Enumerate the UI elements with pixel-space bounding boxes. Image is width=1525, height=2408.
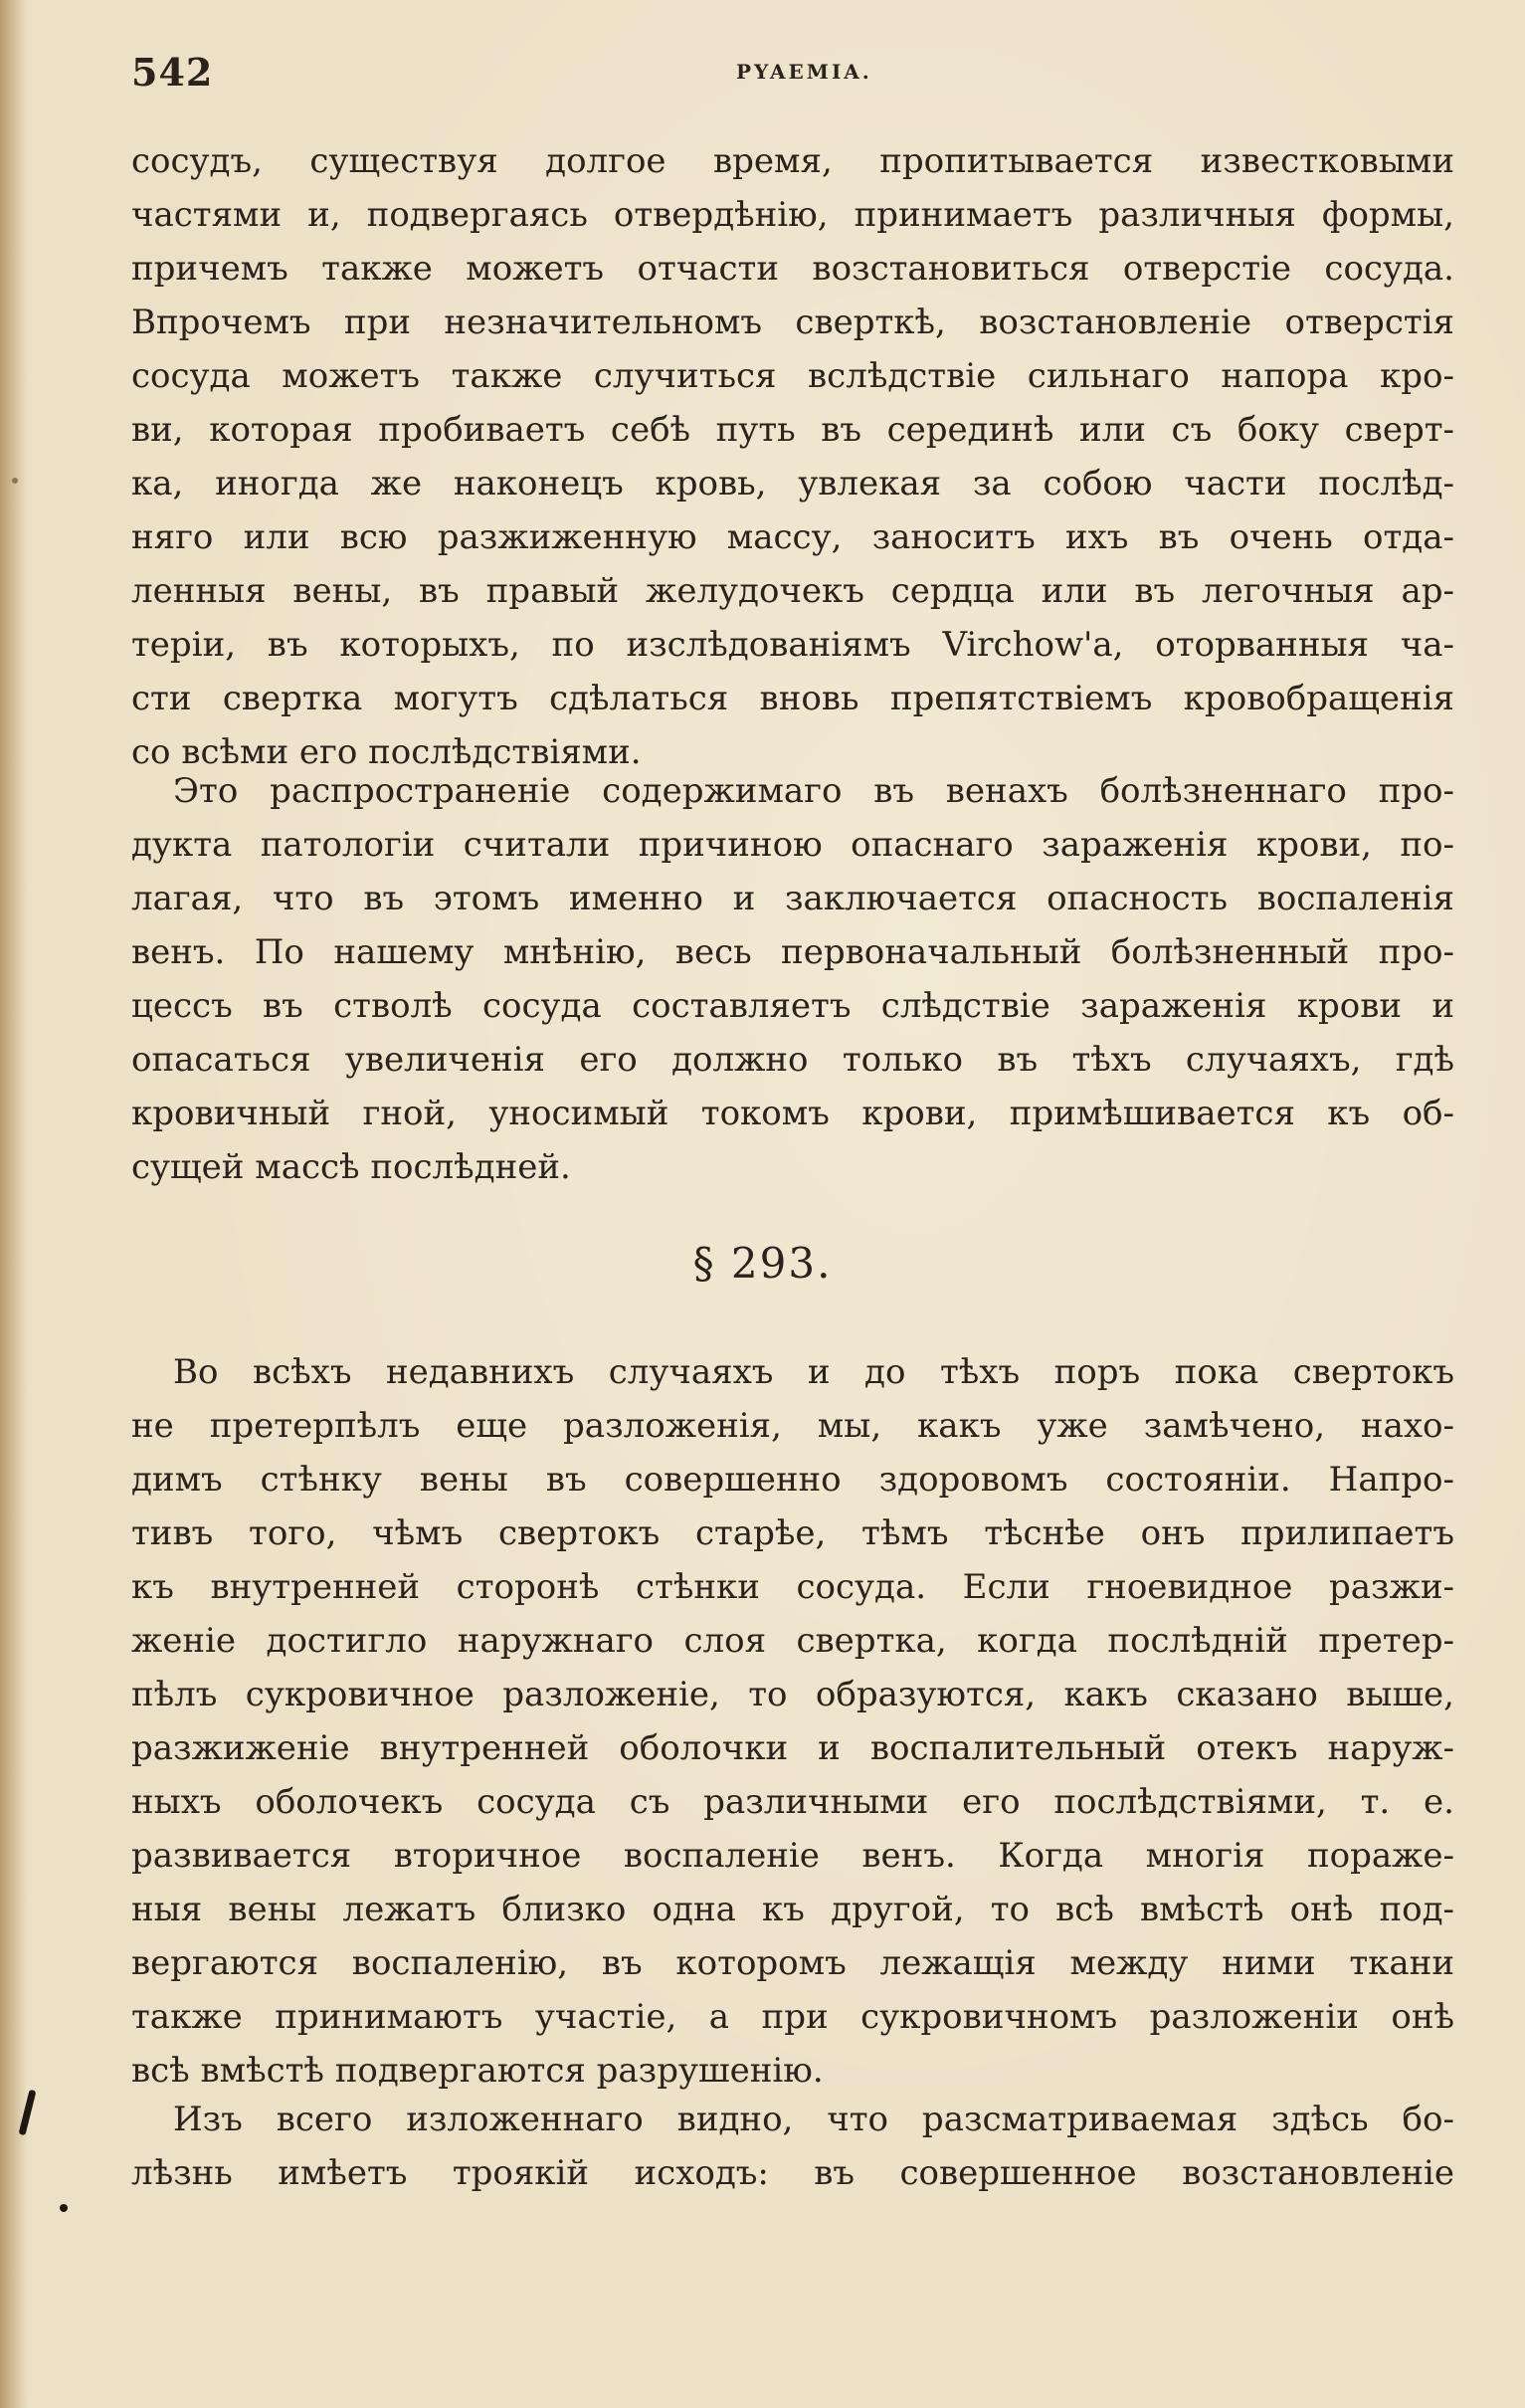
text-line: лѣзнь имѣетъ троякій исходъ: въ совершенное возстановленіе bbox=[131, 2153, 1454, 2193]
text-line: ныя вены лежатъ близко одна къ другой, то всѣ вмѣстѣ онѣ под- bbox=[131, 1890, 1454, 1929]
page-header bbox=[119, 42, 1452, 101]
text-line: частями и, подвергаясь отвердѣнію, принимаетъ различныя формы, bbox=[131, 195, 1454, 235]
text-line: лагая, что въ этомъ именно и заключается опасность воспаленія bbox=[131, 879, 1454, 918]
text-line: сущей массѣ послѣдней. bbox=[131, 1147, 571, 1187]
text-line: сти свертка могутъ сдѣлаться вновь препятствіемъ кровобращенія bbox=[131, 679, 1454, 718]
text-line: не претерпѣлъ еще разложенія, мы, какъ уже замѣчено, нахо- bbox=[131, 1406, 1454, 1446]
text-line: разжиженіе внутренней оболочки и воспалительный отекъ наруж- bbox=[131, 1728, 1454, 1768]
text-line: ка, иногда же наконецъ кровь, увлекая за собою части послѣд- bbox=[131, 464, 1454, 503]
ink-dot bbox=[60, 2204, 68, 2212]
paragraph-1 bbox=[131, 134, 1454, 779]
running-title: PYAEMIA. bbox=[736, 60, 872, 84]
text-line: ленныя вены, въ правый желудочекъ сердца или въ легочныя ар- bbox=[131, 571, 1454, 611]
text-line: Во всѣхъ недавнихъ случаяхъ и до тѣхъ поръ пока свертокъ bbox=[173, 1352, 1454, 1392]
text-line: тивъ того, чѣмъ свертокъ старѣе, тѣмъ тѣснѣе онъ прилипаетъ bbox=[131, 1513, 1454, 1553]
text-line: всѣ вмѣстѣ подвергаются разрушенію. bbox=[131, 2051, 824, 2091]
text-line: ныхъ оболочекъ сосуда съ различными его послѣдствіями, т. е. bbox=[131, 1782, 1454, 1822]
paragraph-3 bbox=[131, 1345, 1454, 2098]
text-line: причемъ также можетъ отчасти возстановиться отверстіе сосуда. bbox=[131, 249, 1454, 289]
page-number: 542 bbox=[131, 50, 214, 95]
text-line: сосуда можетъ также случиться вслѣдствіе сильнаго напора кро- bbox=[131, 356, 1454, 396]
text-line: ви, которая пробиваетъ себѣ путь въ серединѣ или съ боку сверт- bbox=[131, 410, 1454, 450]
paragraph-2 bbox=[131, 764, 1454, 1194]
section-heading: § 293. bbox=[692, 1239, 833, 1288]
text-line: кровичный гной, уносимый токомъ крови, примѣшивается къ об- bbox=[131, 1094, 1454, 1133]
text-line: опасаться увеличенія его должно только въ тѣхъ случаяхъ, гдѣ bbox=[131, 1040, 1454, 1080]
text-line: венъ. По нашему мнѣнію, весь первоначальный болѣзненный про- bbox=[131, 932, 1454, 972]
text-line: женіе достигло наружнаго слоя свертка, когда послѣдній претер- bbox=[131, 1621, 1454, 1661]
text-line: цессъ въ стволѣ сосуда составляетъ слѣдствіе зараженія крови и bbox=[131, 986, 1454, 1026]
text-line: также принимаютъ участіе, а при сукровичномъ разложеніи онѣ bbox=[131, 1997, 1454, 2037]
text-line: Изъ всего изложеннаго видно, что разсматриваемая здѣсь бо- bbox=[173, 2100, 1454, 2139]
ink-dot bbox=[12, 478, 18, 484]
text-line: Впрочемъ при незначительномъ сверткѣ, возстановленіе отверстія bbox=[131, 302, 1454, 342]
text-line: развивается вторичное воспаленіе венъ. Когда многія пораже- bbox=[131, 1836, 1454, 1876]
text-line: со всѣми его послѣдствіями. bbox=[131, 732, 642, 772]
text-line: димъ стѣнку вены въ совершенно здоровомъ состояніи. Напро- bbox=[131, 1460, 1454, 1500]
text-line: пѣлъ сукровичное разложеніе, то образуются, какъ сказано выше, bbox=[131, 1675, 1454, 1714]
paragraph-4 bbox=[131, 2093, 1454, 2200]
binding-shadow bbox=[0, 0, 28, 2408]
text-line: няго или всю разжиженную массу, заноситъ ихъ въ очень отда- bbox=[131, 517, 1454, 557]
text-line: Это распространеніе содержимаго въ венахъ болѣзненнаго про- bbox=[173, 771, 1454, 811]
text-line: вергаются воспаленію, въ которомъ лежащія между ними ткани bbox=[131, 1943, 1454, 1983]
text-line: дукта патологіи считали причиною опаснаго зараженія крови, по- bbox=[131, 825, 1454, 865]
text-line: къ внутренней сторонѣ стѣнки сосуда. Если гноевидное разжи- bbox=[131, 1567, 1454, 1607]
text-line: теріи, въ которыхъ, по изслѣдованіямъ Virchow'а, оторванныя ча- bbox=[131, 625, 1454, 665]
text-line: сосудъ, существуя долгое время, пропитывается известковыми bbox=[131, 141, 1454, 181]
